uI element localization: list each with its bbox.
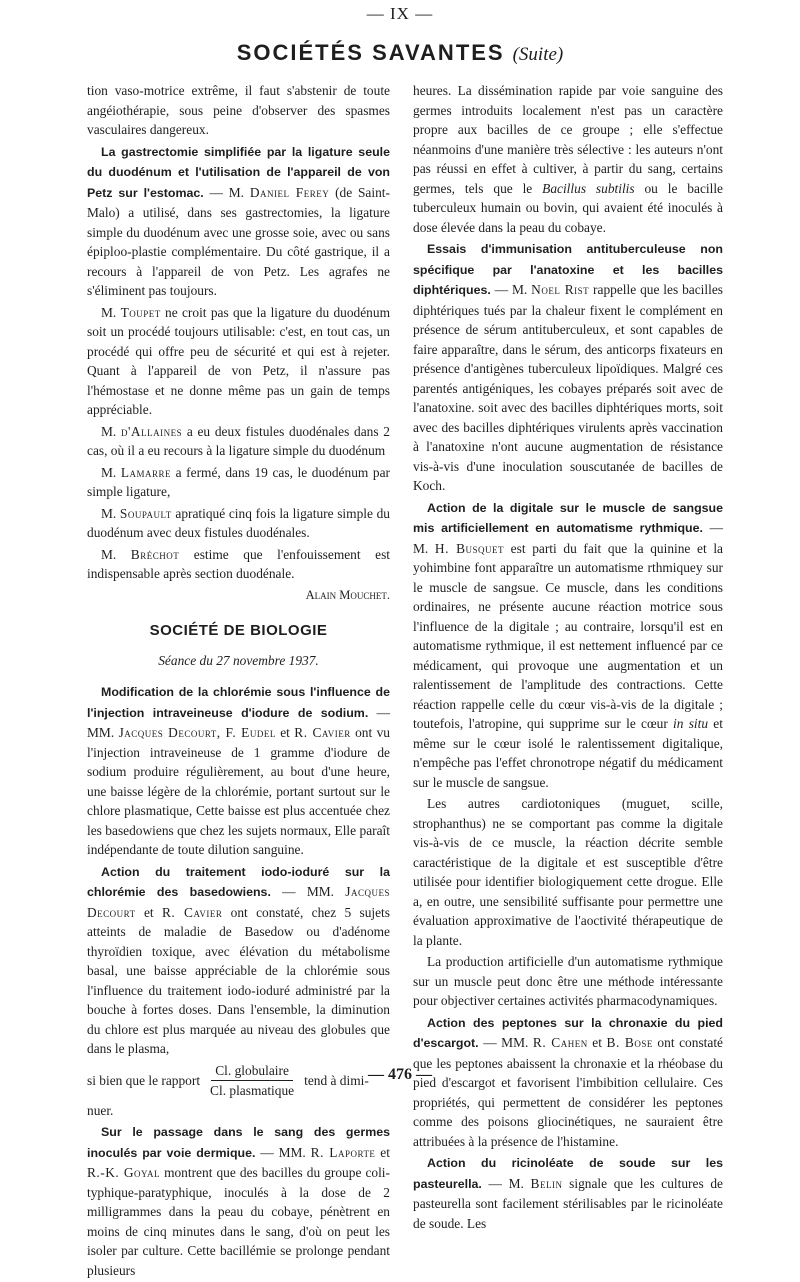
paragraph-brechot bbox=[87, 545, 390, 584]
session-date: Séance du 27 novembre 1937. bbox=[158, 652, 319, 668]
section-title: SOCIÉTÉ DE BIOLOGIE bbox=[149, 622, 328, 639]
paragraph-toupet bbox=[87, 303, 390, 420]
prefix: M. bbox=[101, 505, 120, 521]
paragraph: Les autres cardiotoniques (muguet, scille, strophanthus) ne se comportant pas comme la digitale vis-à-vis de ce muscle, la réaction décrite semble caractéristique de la digitale et est susceptible d'être utilisée pour identifier biologiquement cette drogue. Elle a, en outre, une sensibilité suffisante pour permettre une évaluation approximative de l'aoctivité thérapeutique de la plante. bbox=[413, 796, 723, 948]
dash: — M. bbox=[481, 1175, 531, 1191]
author-name: Lamarre bbox=[120, 464, 172, 480]
article-text: (de Saint-Malo) a utilisé, dans ses gastrectomies, la ligature simple du duodénum avec une grosse soie, avec ou sans épiploo-plastie complémentaire. Du côté gastrique, il a recours à l'appareil de von Petz. Les agrafes ne s'éliminent pas toujours. bbox=[87, 184, 390, 298]
page-title bbox=[0, 40, 800, 66]
paragraph: tion vaso-motrice extrême, il faut s'abstenir de toute angéiothérapie, sous peine d'observer des spasmes vasculaires dangereux. bbox=[87, 83, 390, 137]
author-name: Jacques Decourt bbox=[87, 884, 390, 920]
author-name: Jacques Decourt, F. Eudel bbox=[118, 725, 276, 740]
paragraph-text: a fermé, dans 19 cas, le duodénum par simple ligature, bbox=[87, 464, 391, 499]
article-title: Action du ricinoléate de soude sur les pasteurella. bbox=[413, 1156, 723, 1191]
article-text: ont constaté, chez 5 sujets atteints de maladie de Basedow ou d'adénome thyroïdien toxique, avec élévation du métabolisme basal, une baisse appréciable de la chlorémie sous l'influence du traitement iodo-ioduré administré par la bouche à fortes doses. Dans l'ensemble, la diminution du chlore est plus marquée au niveau des globules que dans le plasma, bbox=[87, 904, 390, 1056]
dash: — MM. bbox=[478, 1035, 533, 1050]
article-text: signale que les cultures de pasteurella sont facilement stérilisables par le ricinoléate de soude. Les bbox=[413, 1175, 723, 1231]
dash: — MM. bbox=[270, 884, 346, 899]
author-name: R.-K. Goyal bbox=[87, 1165, 160, 1180]
paragraph: La production artificielle d'un automatisme rythmique sur un muscle peut donc être une méthode intéressante pour objectiver certaines activités pharmacodynamiques. bbox=[413, 954, 723, 1008]
right-column bbox=[413, 81, 723, 1235]
paragraph: nuer. bbox=[87, 1102, 114, 1118]
signature: Alain Mouchet. bbox=[305, 587, 390, 602]
dash: — MM. bbox=[87, 704, 390, 740]
formula-suffix: tend à dimi- bbox=[304, 1072, 369, 1088]
article-text: ont constaté que les peptones abaissent la chronaxie et la rhéobase du pied d'escargot et favorisent l'imbibition cellulaire. Ces propriétés, qui permettent de considérer les peptones comme des poisons gliocinétiques, ne sauraient être attribuées à la présence de l'histamine. bbox=[413, 1035, 723, 1149]
prefix: M. bbox=[101, 304, 121, 320]
article-text: montrent que des bacilles du groupe coli-typhique-paratyphique, inoculés à la dose de 2 milligrammes dans la peau du cobaye, pénètrent en moins de cinq minutes dans le sang, d'où on peut les isoler par culture. Cette bacillémie se prolonge pendant plusieurs bbox=[87, 1165, 390, 1278]
paragraph-text: estime que l'enfouissement est indispensable après section duodénale. bbox=[87, 546, 390, 581]
article-text: ont vu l'injection intraveineuse de 1 gramme d'iodure de sodium produire régulièrement, au bout d'une heure, une baisse légère de la chlorémie, portant surtout sur le chlore plasmatique, Cette baisse est plus accentuée chez les basedowiens que chez les sujets normaux, Elle paraît indépendante de toute dilution sanguine. bbox=[87, 725, 390, 857]
article-title: Action des peptones sur la chronaxie du pied d'escargot. bbox=[413, 1015, 723, 1050]
author-name: R. Cahen bbox=[532, 1035, 588, 1050]
paragraph bbox=[413, 81, 723, 237]
fraction-numerator: Cl. globulaire bbox=[211, 1061, 293, 1082]
prefix: M. bbox=[101, 423, 121, 439]
author-name: H. Busquet bbox=[434, 540, 505, 556]
italic-term: Bacillus subtilis bbox=[542, 180, 635, 196]
paragraph-text: a eu deux fistules duodénales dans 2 cas, où il a eu recours à la ligature simple du duodénum bbox=[87, 423, 390, 458]
left-column bbox=[87, 81, 390, 1282]
prefix: M. bbox=[101, 546, 131, 562]
article-title: La gastrectomie simplifiée par la ligature seule du duodénum et l'utilisation de l'appareil de von Petz sur l'estomac. bbox=[87, 144, 390, 200]
conjunction: et bbox=[275, 725, 295, 740]
paragraph-allaines bbox=[87, 422, 390, 461]
author-name: Toupet bbox=[120, 304, 161, 320]
article-text: est parti du fait que la quinine et la yohimbine font apparaître un automatisme rthmiquey sur le muscle de sangsue. Ce muscle, dans les conditions ordinaires, ne présente aucune réaction motrice sous l'influence de la digitale ; au contraire, lorsqu'il est en automatisme rythmique, il est nettement influencé par ce médicament, qui provoque une augmentation et un ralentissement de l'amplitude des contractions. Cette réaction rappelle celle du cœur vis-à-vis de la digitale ; toutefois, l'atropine, qui supprime sur le cœur bbox=[413, 540, 723, 731]
conjunction: et bbox=[587, 1035, 607, 1050]
page-title-main: SOCIÉTÉS SAVANTES bbox=[236, 40, 505, 65]
article-digitale bbox=[413, 498, 723, 793]
paragraph-text: heures. La dissémination rapide par voie sanguine des germes introduits localement n'est pas un caractère propre aux bacilles de ce groupe ; elle s'effectue néanmoins d'une manière très sélective : les auteurs n'ont pas réussi en effet à cultiver, à partir du sang, certains germes, tels que le bbox=[413, 83, 723, 196]
dash: — M. bbox=[413, 520, 723, 556]
article-title: Essais d'immunisation antituberculeuse non spécifique par l'anatoxine et les bacilles diphtériques. bbox=[413, 242, 723, 297]
prefix: M. bbox=[101, 464, 121, 480]
author-name: d'Allaines bbox=[121, 423, 183, 439]
author-name: Noel Rist bbox=[531, 282, 590, 297]
article-gastrectomie bbox=[87, 142, 390, 301]
page-title-suffix: (Suite) bbox=[512, 44, 564, 65]
paragraph-soupault bbox=[87, 504, 390, 543]
article-ricinoleate bbox=[413, 1153, 723, 1233]
paragraph-text: ne croit pas que la ligature du duodénum soit un procédé toujours utilisable: c'est, en tout cas, un procédé qui offre peu de sécurité et qui est à rejeter. Quant à l'appareil de von Petz, il n'assure pas l'hémostase et ne donne même pas un gain de temps appréciable. bbox=[87, 304, 390, 417]
paragraph-text: ou le bacille tuberculeux humain ou bovin, qui avaient été inoculés à dose élevée dans la peau du cobaye. bbox=[413, 180, 723, 235]
article-iodo bbox=[87, 862, 390, 1059]
author-name: R. Cavier bbox=[294, 725, 351, 740]
author-name: B. Bose bbox=[606, 1035, 653, 1050]
article-title: Sur le passage dans le sang des germes inoculés par voie dermique. bbox=[87, 1125, 390, 1160]
author-name: R. Cavier bbox=[161, 904, 223, 920]
paragraph-text: apratiqué cinq fois la ligature simple du duodénum avec deux fistules duodénales. bbox=[87, 505, 390, 540]
page-label: — IX — bbox=[366, 4, 434, 23]
article-title: Modification de la chlorémie sous l'influence de l'injection intraveineuse d'iodure de sodium. bbox=[87, 685, 390, 720]
article-chloremie bbox=[87, 682, 390, 860]
dash: — M. bbox=[490, 282, 532, 297]
author-name: Soupault bbox=[119, 505, 172, 521]
author-name: Belin bbox=[530, 1175, 563, 1191]
conjunction: et bbox=[135, 904, 162, 920]
conjunction: et bbox=[375, 1144, 390, 1160]
article-title: Action du traitement iodo-ioduré sur la chlorémie des basedowiens. bbox=[87, 864, 390, 899]
article-title: Action de la digitale sur le muscle de sangsue mis artificiellement en automatisme rythmique. bbox=[413, 500, 723, 535]
dash: — M. bbox=[203, 184, 250, 200]
paragraph-lamarre bbox=[87, 463, 390, 502]
italic-term: in situ bbox=[673, 716, 709, 731]
article-immunisation bbox=[413, 239, 723, 496]
author-name: Daniel Ferey bbox=[249, 184, 330, 200]
author-name: R. Laporte bbox=[310, 1144, 376, 1160]
fraction-denominator: Cl. plasmatique bbox=[210, 1083, 295, 1098]
author-name: Bréchot bbox=[130, 546, 180, 562]
dash: — MM. bbox=[255, 1144, 311, 1160]
article-text: rappelle que les bacilles diphtériques tués par la chaleur fixent le complément en présence de sérum antituberculeux, et sont capables de faire apparaître, dans le sérum, des anticorps fixateurs en présence d'antigènes tuberculeux lipoïdiques. Malgré ces parentés antigéniques, les cobayes préparés soit avec de l'anatoxine. soit avec des bacilles diphtériques morts, soit avec des bacilles diphtériques virulents après vaccination à l'anatoxine n'ont aucune augmentation de résistance vis-à-vis d'une inoculation souscutanée de bacilles de Koch. bbox=[413, 282, 723, 493]
formula-prefix: si bien que le rapport bbox=[87, 1072, 201, 1088]
page-number: — 476 — bbox=[368, 1066, 432, 1083]
article-text: et même sur le cœur isolé le ralentissement digitalique, n'empêche pas l'effet chronotrope négatif du médicament sur le muscle de sangsue. bbox=[413, 716, 723, 790]
